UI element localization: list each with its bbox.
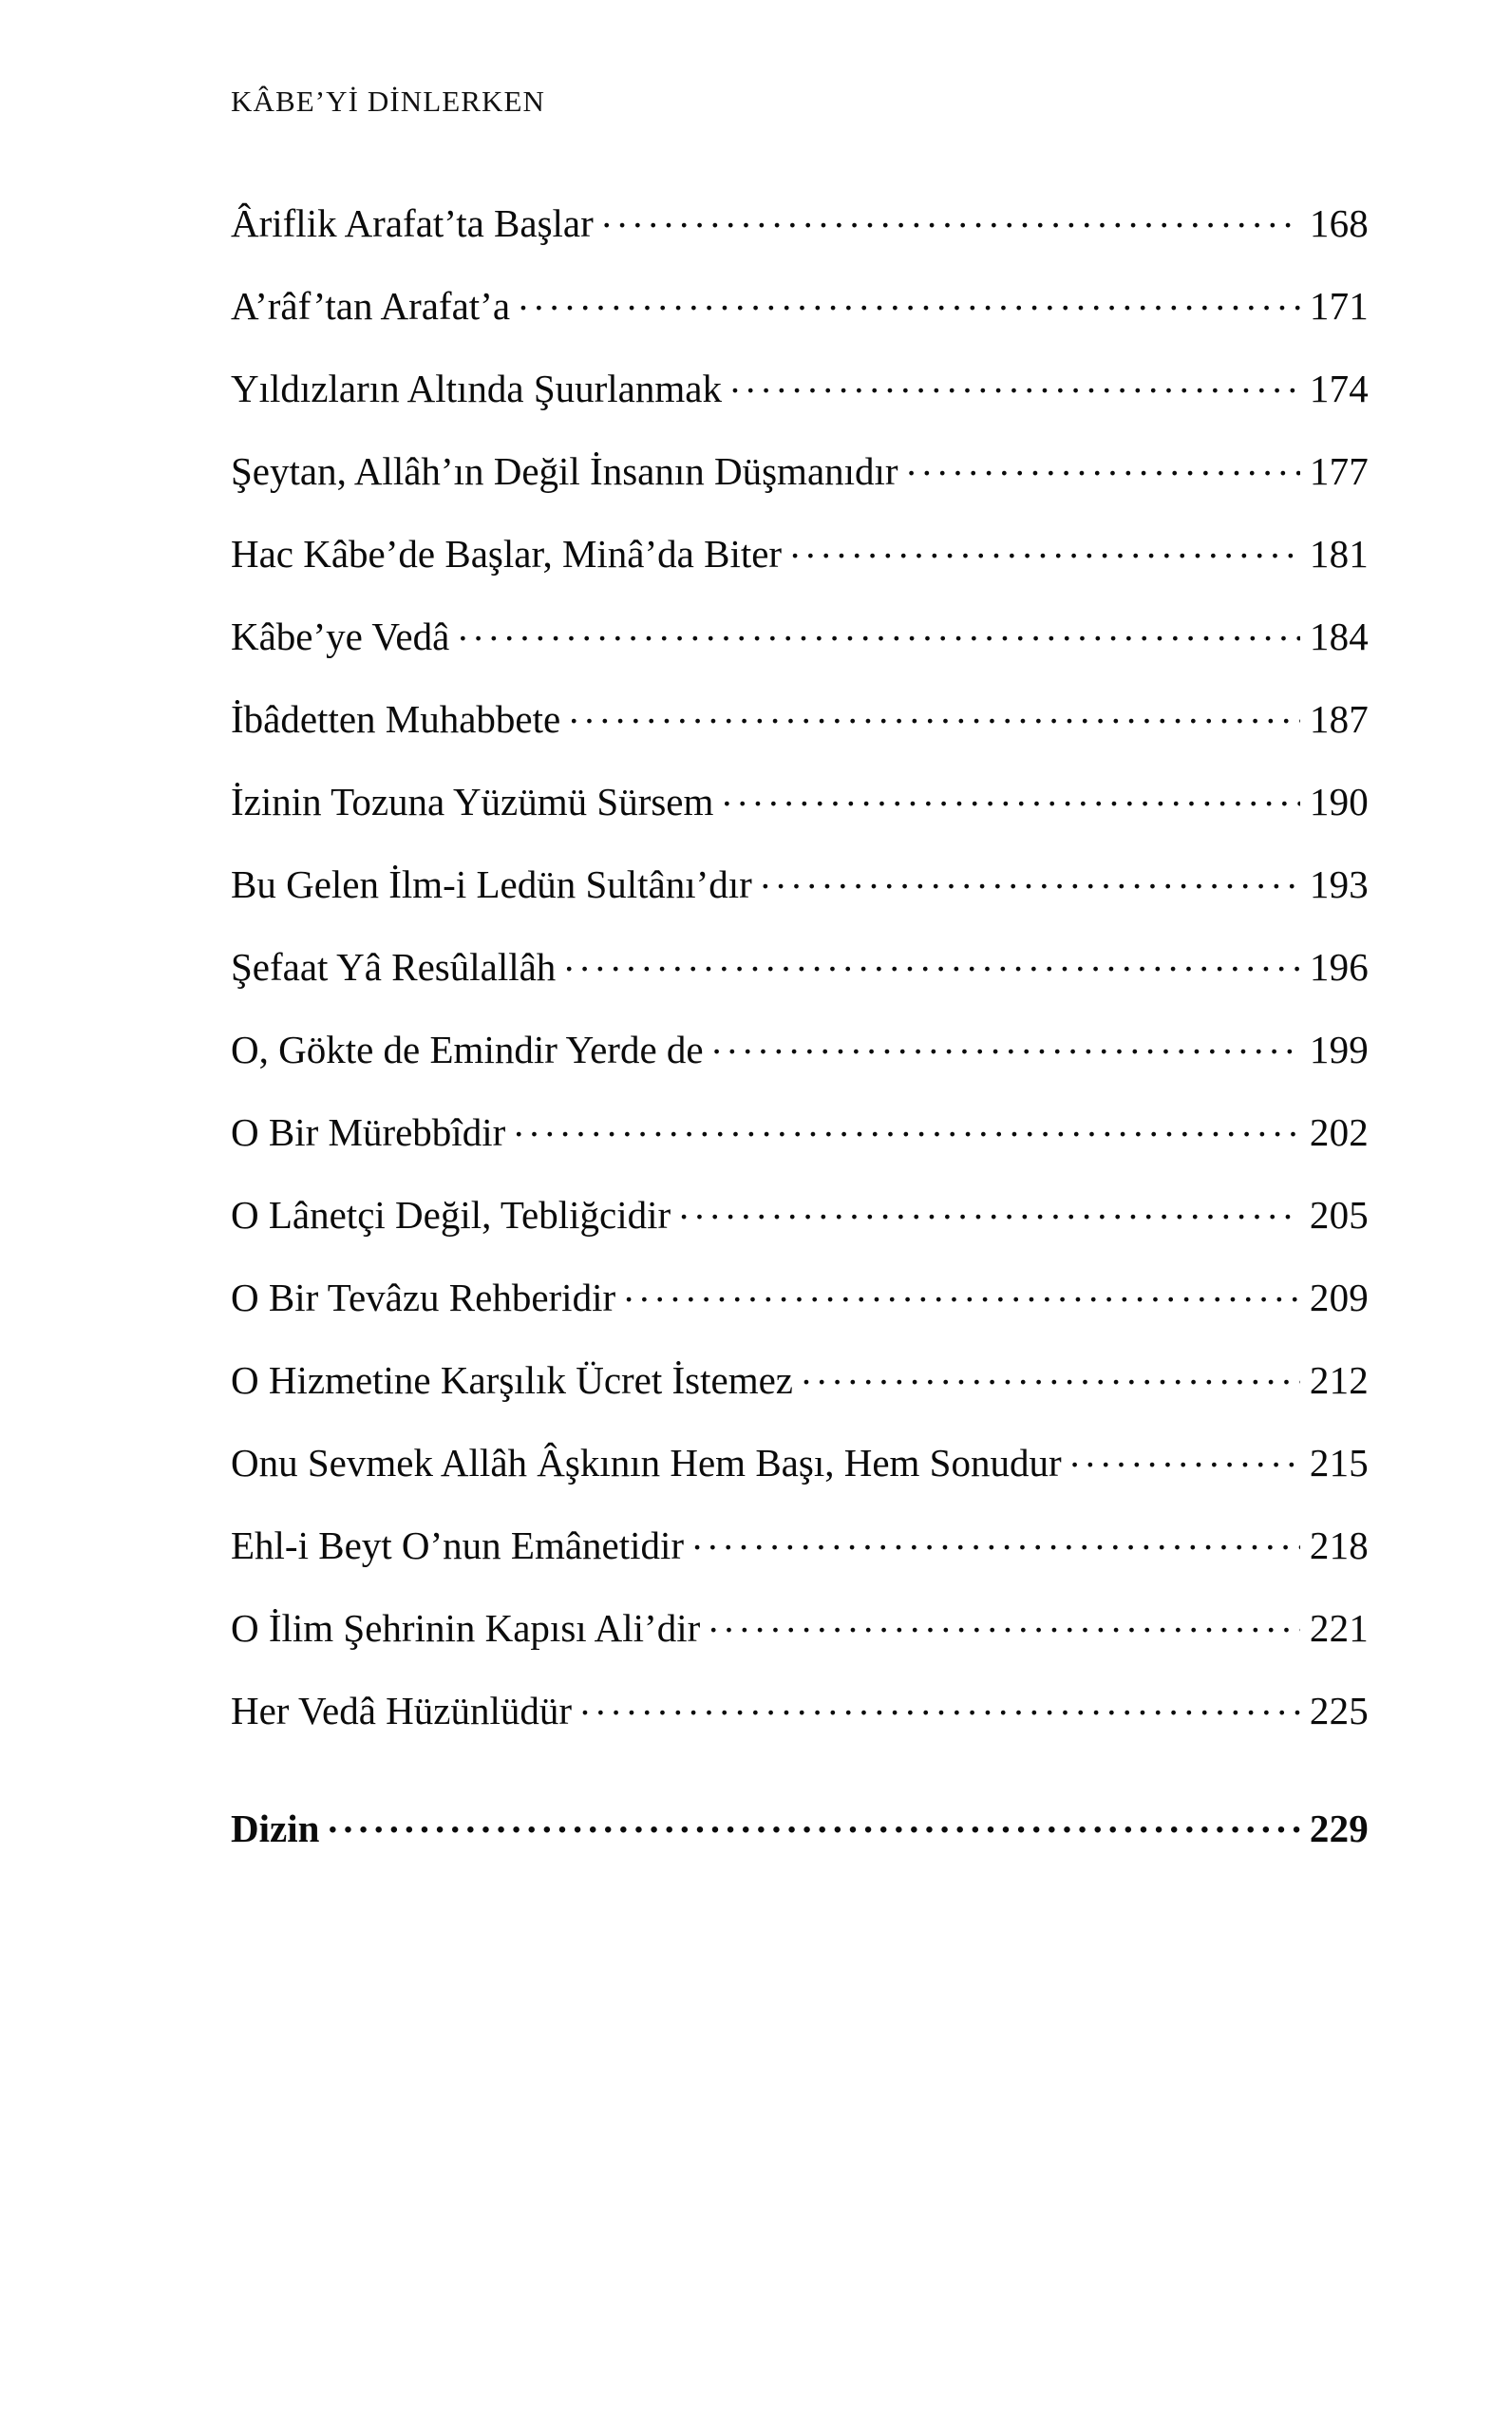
toc-entry[interactable] (231, 1602, 1369, 1648)
toc-entry-title: O Hizmetine Karşılık Ücret İstemez (231, 1358, 793, 1402)
toc-entry-page-number: 190 (1309, 780, 1369, 823)
toc-leader-dots (519, 280, 1300, 319)
toc-entry[interactable] (231, 1272, 1369, 1317)
toc-leader-dots (679, 1189, 1300, 1228)
toc-entry-title: Şefaat Yâ Resûlallâh (231, 945, 557, 989)
toc-entry-title: İbâdetten Muhabbete (231, 697, 561, 741)
toc-entry-page-number: 215 (1309, 1441, 1369, 1485)
toc-leader-dots (514, 1107, 1300, 1145)
toc-entry[interactable] (231, 1189, 1369, 1235)
toc-entry-page-number: 174 (1309, 367, 1369, 410)
toc-leader-dots (761, 859, 1300, 898)
toc-entry-page-number: 187 (1309, 697, 1369, 741)
toc-leader-dots (564, 941, 1300, 980)
toc-entry-title: Dizin (231, 1807, 320, 1850)
toc-entry-title: O İlim Şehrinin Kapısı Ali’dir (231, 1606, 701, 1650)
toc-entry[interactable] (231, 1803, 1369, 1848)
toc-entry-title: Bu Gelen İlm-i Ledün Sultânı’dır (231, 862, 752, 906)
toc-entry-page-number: 212 (1309, 1358, 1369, 1402)
toc-entry[interactable] (231, 1107, 1369, 1152)
toc-entry[interactable] (231, 859, 1369, 904)
toc-entry[interactable] (231, 363, 1369, 408)
toc-entry[interactable] (231, 528, 1369, 574)
toc-entry-title: A’râf’tan Arafat’a (231, 284, 511, 328)
toc-entry[interactable] (231, 280, 1369, 326)
toc-entry-title: Kâbe’ye Vedâ (231, 615, 450, 658)
toc-entry-page-number: 177 (1309, 449, 1369, 493)
toc-leader-dots (722, 776, 1299, 815)
toc-leader-dots (580, 1685, 1300, 1724)
toc-entry[interactable] (231, 1437, 1369, 1483)
table-of-contents (231, 198, 1369, 1848)
toc-leader-dots (569, 693, 1300, 732)
toc-leader-dots (709, 1602, 1300, 1641)
toc-entry[interactable] (231, 1520, 1369, 1565)
toc-entry-title: Onu Sevmek Allâh Âşkının Hem Başı, Hem Sonudur (231, 1441, 1062, 1485)
toc-entry-title: İzinin Tozuna Yüzümü Sürsem (231, 780, 714, 823)
toc-entry-title: Her Vedâ Hüzünlüdür (231, 1689, 573, 1732)
toc-entry-title: O Lânetçi Değil, Tebliğcidir (231, 1193, 671, 1237)
toc-entry[interactable] (231, 611, 1369, 656)
toc-leader-dots (790, 528, 1300, 567)
toc-entry-page-number: 225 (1309, 1689, 1369, 1732)
toc-entry-title: O Bir Tevâzu Rehberidir (231, 1276, 616, 1319)
toc-entry[interactable] (231, 776, 1369, 822)
toc-leader-dots (1070, 1437, 1300, 1476)
toc-entry[interactable] (231, 693, 1369, 739)
toc-entry-title: Ehl-i Beyt O’nun Emânetidir (231, 1523, 685, 1567)
toc-entry-page-number: 218 (1309, 1523, 1369, 1567)
toc-entry-page-number: 181 (1309, 532, 1369, 576)
toc-entry[interactable] (231, 1685, 1369, 1731)
toc-entry-page-number: 171 (1309, 284, 1369, 328)
toc-entry-page-number: 196 (1309, 945, 1369, 989)
toc-leader-dots (692, 1520, 1300, 1559)
toc-leader-dots (328, 1803, 1299, 1842)
toc-entry-title: Şeytan, Allâh’ın Değil İnsanın Düşmanıdır (231, 449, 898, 493)
toc-entry[interactable] (231, 941, 1369, 987)
toc-entry-title: O, Gökte de Emindir Yerde de (231, 1028, 704, 1071)
toc-leader-dots (458, 611, 1300, 650)
toc-entry-page-number: 221 (1309, 1606, 1369, 1650)
toc-leader-dots (730, 363, 1300, 402)
toc-leader-dots (624, 1272, 1300, 1311)
toc-entry-page-number: 202 (1309, 1110, 1369, 1154)
toc-leader-dots (907, 445, 1300, 484)
toc-entry-page-number: 184 (1309, 615, 1369, 658)
toc-entry-page-number: 229 (1309, 1807, 1369, 1850)
toc-entry-title: Yıldızların Altında Şuurlanmak (231, 367, 722, 410)
toc-entry-title: Hac Kâbe’de Başlar, Minâ’da Biter (231, 532, 783, 576)
toc-entry-title: O Bir Mürebbîdir (231, 1110, 506, 1154)
toc-entry-title: Âriflik Arafat’ta Başlar (231, 201, 594, 245)
toc-entry[interactable] (231, 198, 1369, 243)
toc-entry-page-number: 168 (1309, 201, 1369, 245)
toc-leader-dots (802, 1354, 1300, 1393)
toc-entry[interactable] (231, 445, 1369, 491)
toc-leader-dots (602, 198, 1300, 237)
toc-leader-dots (712, 1024, 1300, 1063)
toc-entry[interactable] (231, 1354, 1369, 1400)
toc-entry-page-number: 209 (1309, 1276, 1369, 1319)
running-header: KÂBE’Yİ DİNLERKEN (231, 85, 545, 118)
toc-entry-page-number: 205 (1309, 1193, 1369, 1237)
toc-entry-page-number: 193 (1309, 862, 1369, 906)
toc-entry[interactable] (231, 1024, 1369, 1069)
toc-entry-page-number: 199 (1309, 1028, 1369, 1071)
